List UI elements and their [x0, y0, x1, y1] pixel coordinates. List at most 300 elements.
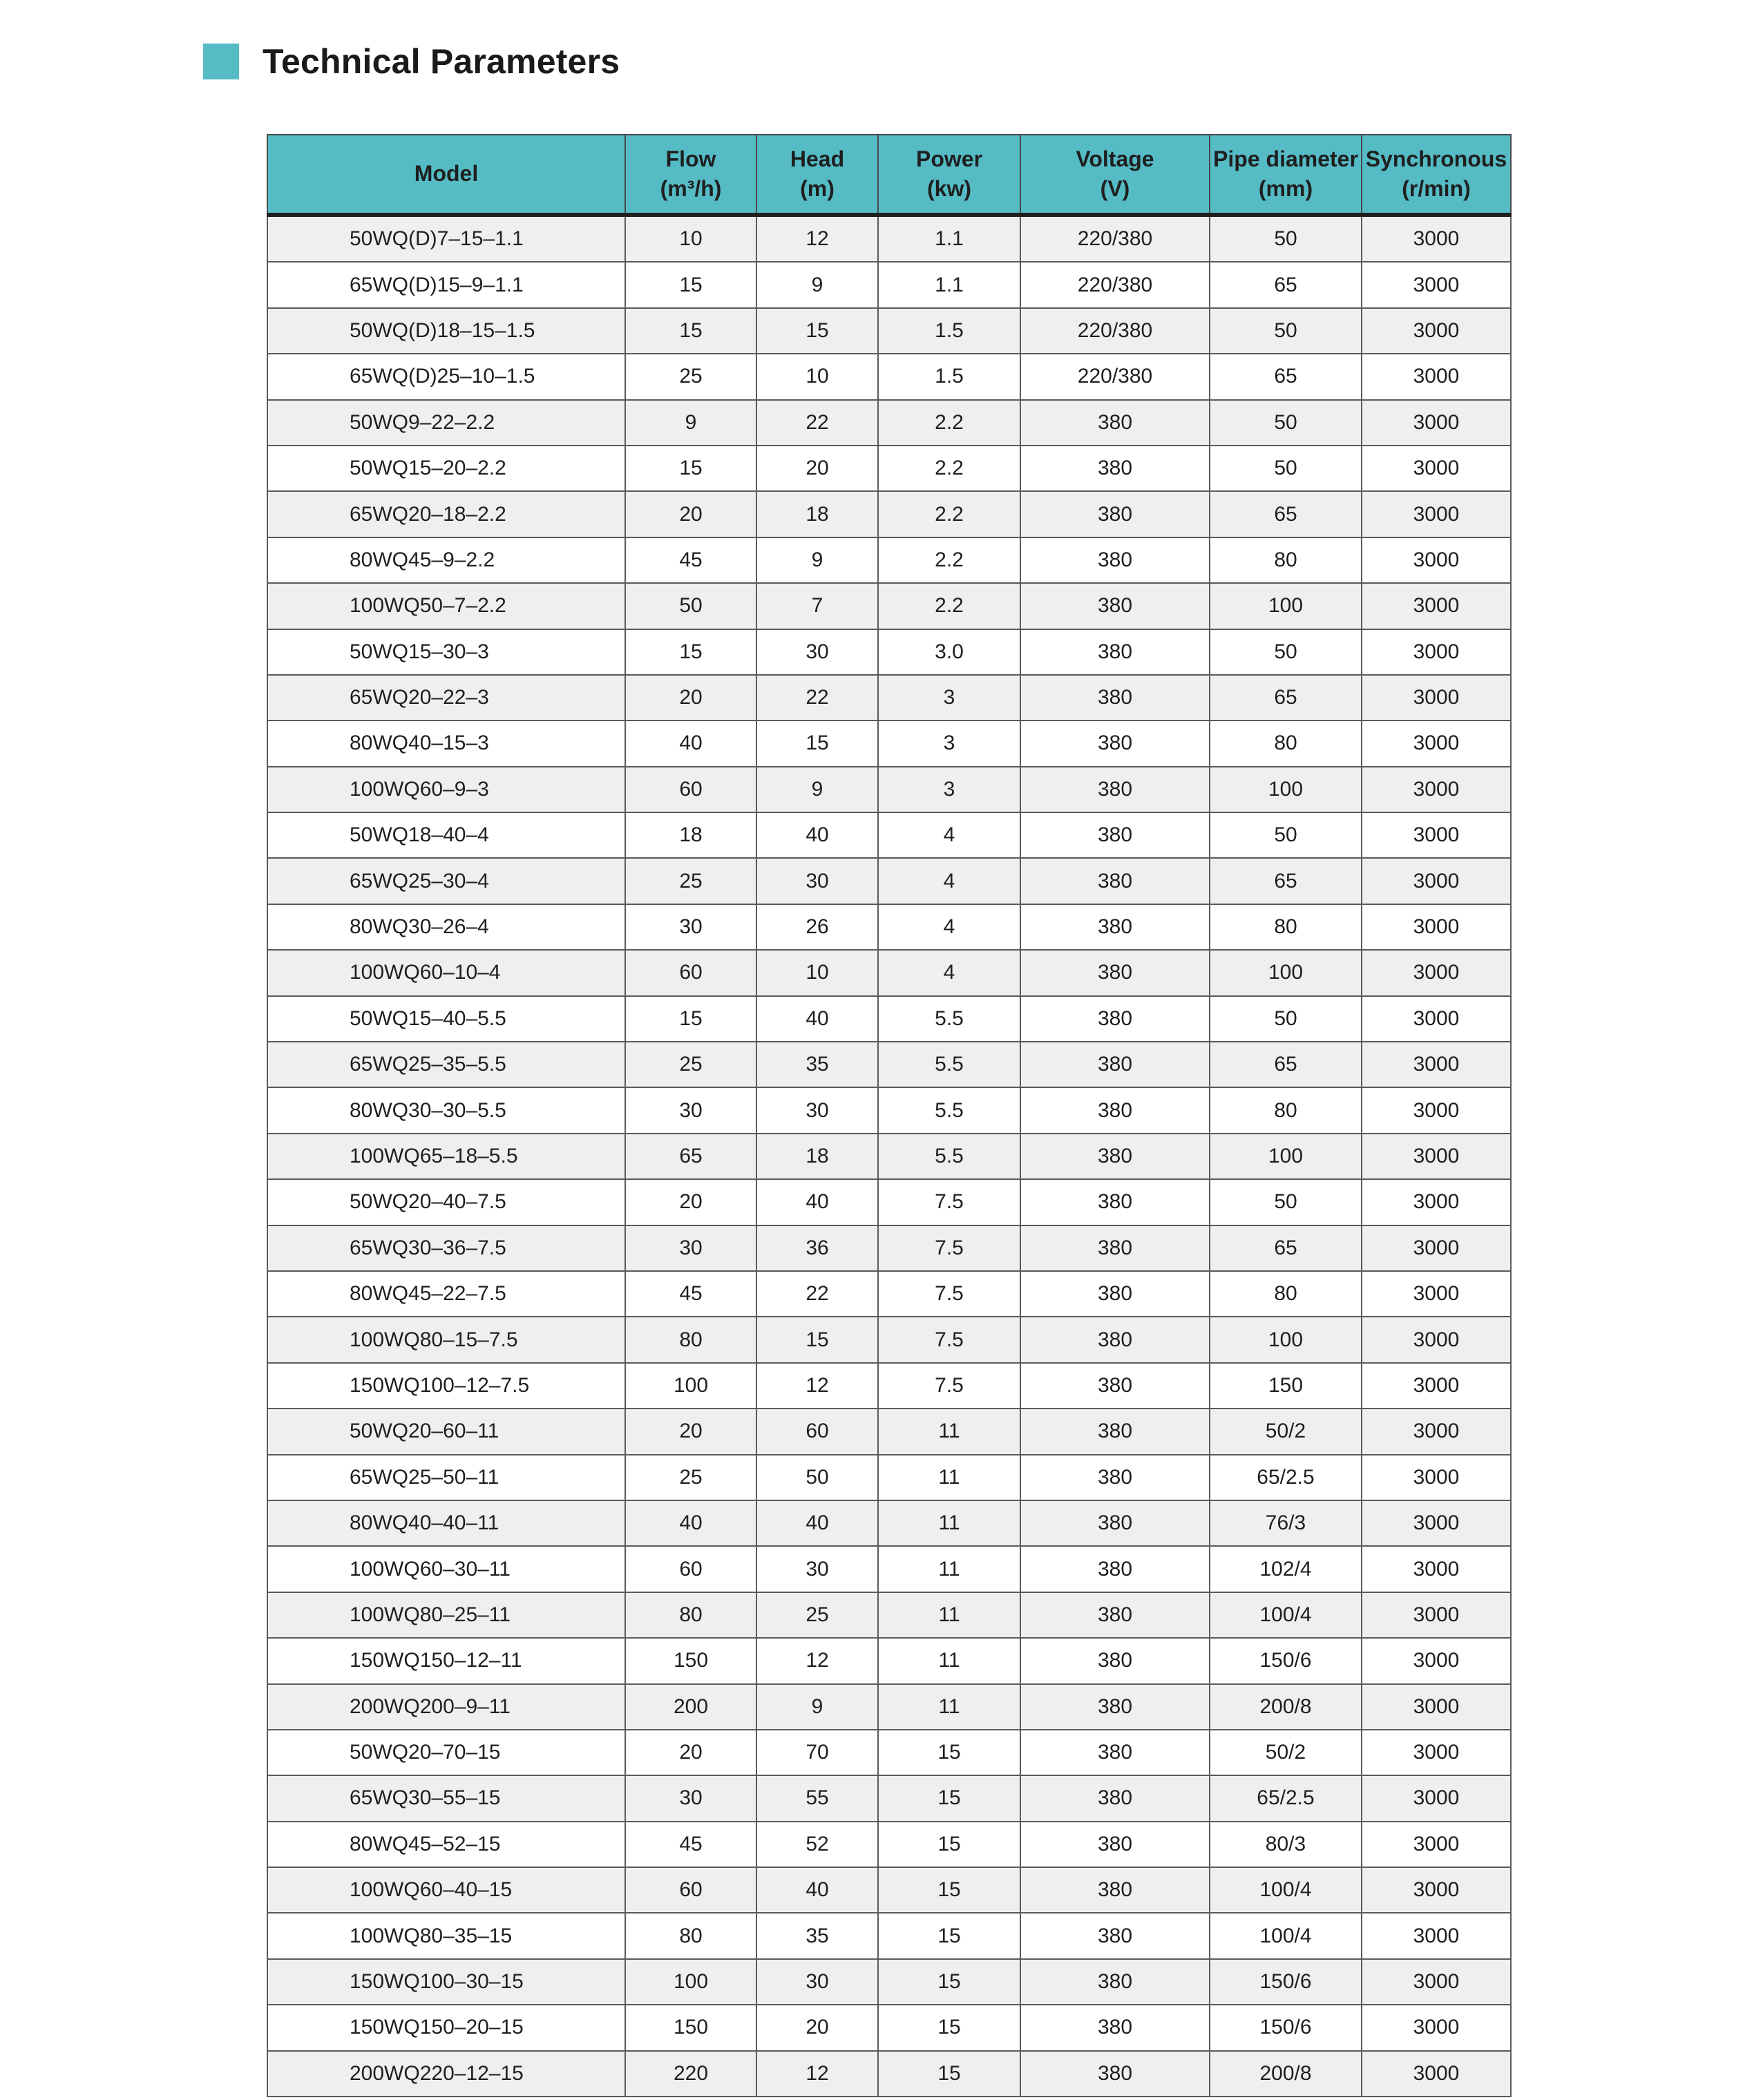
cell-voltage: 380: [1020, 858, 1210, 904]
cell-model: 50WQ(D)7–15–1.1: [267, 215, 625, 262]
cell-pipe-diameter: 65: [1210, 1042, 1362, 1087]
technical-parameters-table: [267, 134, 1512, 2097]
cell-synchronous: 3000: [1362, 308, 1511, 354]
cell-model: 200WQ200–9–11: [267, 1684, 625, 1730]
cell-head: 40: [756, 1867, 878, 1913]
cell-synchronous: 3000: [1362, 262, 1511, 307]
cell-model: 65WQ20–22–3: [267, 675, 625, 720]
cell-head: 36: [756, 1225, 878, 1271]
cell-model: 65WQ25–50–11: [267, 1455, 625, 1500]
cell-synchronous: 3000: [1362, 1409, 1511, 1454]
cell-pipe-diameter: 100: [1210, 1317, 1362, 1362]
cell-head: 10: [756, 950, 878, 995]
cell-synchronous: 3000: [1362, 1500, 1511, 1546]
table-header: [267, 135, 1511, 215]
cell-voltage: 220/380: [1020, 262, 1210, 307]
table-row: [267, 1867, 1511, 1913]
cell-model: 50WQ15–30–3: [267, 629, 625, 675]
cell-voltage: 380: [1020, 1179, 1210, 1225]
cell-synchronous: 3000: [1362, 1225, 1511, 1271]
cell-voltage: 380: [1020, 904, 1210, 950]
cell-power: 15: [878, 2005, 1020, 2050]
header-voltage: Voltage (V): [1020, 135, 1210, 215]
cell-voltage: 380: [1020, 950, 1210, 995]
cell-model: 100WQ60–10–4: [267, 950, 625, 995]
cell-synchronous: 3000: [1362, 1959, 1511, 2005]
cell-power: 11: [878, 1409, 1020, 1454]
header-head: Head (m): [756, 135, 878, 215]
cell-flow: 30: [625, 1225, 756, 1271]
cell-pipe-diameter: 50: [1210, 629, 1362, 675]
cell-voltage: 380: [1020, 2051, 1210, 2097]
cell-voltage: 380: [1020, 1730, 1210, 1775]
cell-pipe-diameter: 100/4: [1210, 1913, 1362, 1958]
cell-flow: 25: [625, 1042, 756, 1087]
cell-power: 5.5: [878, 996, 1020, 1042]
cell-flow: 200: [625, 1684, 756, 1730]
cell-synchronous: 3000: [1362, 1730, 1511, 1775]
cell-flow: 60: [625, 950, 756, 995]
table-row: [267, 262, 1511, 307]
cell-model: 50WQ20–60–11: [267, 1409, 625, 1454]
cell-power: 15: [878, 1867, 1020, 1913]
cell-head: 52: [756, 1822, 878, 1867]
cell-synchronous: 3000: [1362, 215, 1511, 262]
cell-synchronous: 3000: [1362, 491, 1511, 537]
cell-synchronous: 3000: [1362, 1271, 1511, 1317]
table-row: [267, 1134, 1511, 1179]
cell-pipe-diameter: 65: [1210, 354, 1362, 399]
cell-model: 100WQ80–25–11: [267, 1592, 625, 1638]
table-row: [267, 1638, 1511, 1683]
cell-power: 11: [878, 1638, 1020, 1683]
cell-model: 150WQ100–30–15: [267, 1959, 625, 2005]
cell-voltage: 380: [1020, 1363, 1210, 1409]
table-row: [267, 1822, 1511, 1867]
table-row: [267, 1042, 1511, 1087]
table-row: [267, 1271, 1511, 1317]
cell-flow: 20: [625, 491, 756, 537]
cell-model: 100WQ80–35–15: [267, 1913, 625, 1958]
cell-pipe-diameter: 50: [1210, 446, 1362, 491]
cell-power: 7.5: [878, 1317, 1020, 1362]
cell-model: 50WQ15–20–2.2: [267, 446, 625, 491]
cell-head: 20: [756, 446, 878, 491]
cell-flow: 60: [625, 1867, 756, 1913]
cell-model: 150WQ150–12–11: [267, 1638, 625, 1683]
cell-power: 15: [878, 1959, 1020, 2005]
cell-model: 50WQ9–22–2.2: [267, 400, 625, 446]
cell-synchronous: 3000: [1362, 354, 1511, 399]
cell-voltage: 380: [1020, 491, 1210, 537]
title-marker-square: [203, 44, 239, 79]
table-row: [267, 812, 1511, 858]
page-title: Technical Parameters: [263, 42, 620, 81]
cell-model: 100WQ80–15–7.5: [267, 1317, 625, 1362]
cell-pipe-diameter: 100: [1210, 950, 1362, 995]
cell-head: 50: [756, 1455, 878, 1500]
cell-head: 15: [756, 308, 878, 354]
cell-power: 5.5: [878, 1042, 1020, 1087]
cell-synchronous: 3000: [1362, 1913, 1511, 1958]
cell-head: 10: [756, 354, 878, 399]
cell-pipe-diameter: 200/8: [1210, 1684, 1362, 1730]
cell-flow: 20: [625, 675, 756, 720]
cell-power: 7.5: [878, 1225, 1020, 1271]
cell-model: 80WQ40–40–11: [267, 1500, 625, 1546]
cell-pipe-diameter: 80: [1210, 720, 1362, 766]
cell-power: 11: [878, 1592, 1020, 1638]
cell-synchronous: 3000: [1362, 720, 1511, 766]
cell-voltage: 220/380: [1020, 308, 1210, 354]
cell-power: 7.5: [878, 1363, 1020, 1409]
cell-model: 65WQ30–36–7.5: [267, 1225, 625, 1271]
table-row: [267, 1455, 1511, 1500]
cell-power: 7.5: [878, 1179, 1020, 1225]
table-row: [267, 583, 1511, 629]
table-row: [267, 491, 1511, 537]
cell-voltage: 380: [1020, 996, 1210, 1042]
cell-synchronous: 3000: [1362, 2051, 1511, 2097]
cell-synchronous: 3000: [1362, 1592, 1511, 1638]
table-body: [267, 215, 1511, 2097]
cell-power: 3: [878, 720, 1020, 766]
cell-voltage: 380: [1020, 675, 1210, 720]
cell-power: 2.2: [878, 400, 1020, 446]
cell-head: 70: [756, 1730, 878, 1775]
cell-power: 3.0: [878, 629, 1020, 675]
cell-voltage: 220/380: [1020, 354, 1210, 399]
cell-head: 60: [756, 1409, 878, 1454]
cell-head: 40: [756, 812, 878, 858]
cell-pipe-diameter: 65: [1210, 858, 1362, 904]
cell-voltage: 380: [1020, 1546, 1210, 1592]
header-row: [267, 135, 1511, 215]
cell-synchronous: 3000: [1362, 1546, 1511, 1592]
cell-pipe-diameter: 50/2: [1210, 1730, 1362, 1775]
cell-head: 22: [756, 1271, 878, 1317]
cell-flow: 45: [625, 1822, 756, 1867]
cell-flow: 15: [625, 629, 756, 675]
cell-power: 3: [878, 767, 1020, 812]
table-row: [267, 1179, 1511, 1225]
cell-model: 50WQ(D)18–15–1.5: [267, 308, 625, 354]
cell-model: 80WQ45–9–2.2: [267, 537, 625, 583]
cell-head: 15: [756, 1317, 878, 1362]
cell-pipe-diameter: 50: [1210, 1179, 1362, 1225]
cell-model: 100WQ65–18–5.5: [267, 1134, 625, 1179]
section-header: [203, 40, 620, 83]
cell-synchronous: 3000: [1362, 858, 1511, 904]
cell-pipe-diameter: 65: [1210, 262, 1362, 307]
cell-voltage: 380: [1020, 400, 1210, 446]
cell-head: 12: [756, 215, 878, 262]
cell-model: 65WQ25–35–5.5: [267, 1042, 625, 1087]
table-row: [267, 675, 1511, 720]
cell-synchronous: 3000: [1362, 767, 1511, 812]
cell-model: 100WQ60–9–3: [267, 767, 625, 812]
cell-synchronous: 3000: [1362, 1363, 1511, 1409]
cell-synchronous: 3000: [1362, 675, 1511, 720]
cell-voltage: 380: [1020, 1500, 1210, 1546]
cell-power: 15: [878, 1913, 1020, 1958]
cell-power: 4: [878, 950, 1020, 995]
cell-model: 65WQ20–18–2.2: [267, 491, 625, 537]
cell-synchronous: 3000: [1362, 1087, 1511, 1133]
cell-flow: 25: [625, 354, 756, 399]
table-row: [267, 2005, 1511, 2050]
cell-voltage: 380: [1020, 1684, 1210, 1730]
table-row: [267, 1775, 1511, 1821]
cell-flow: 15: [625, 262, 756, 307]
cell-flow: 80: [625, 1317, 756, 1362]
cell-head: 26: [756, 904, 878, 950]
cell-voltage: 380: [1020, 1959, 1210, 2005]
cell-voltage: 380: [1020, 1042, 1210, 1087]
table-row: [267, 904, 1511, 950]
table-row: [267, 858, 1511, 904]
cell-head: 35: [756, 1913, 878, 1958]
cell-pipe-diameter: 50: [1210, 996, 1362, 1042]
cell-synchronous: 3000: [1362, 1775, 1511, 1821]
cell-synchronous: 3000: [1362, 583, 1511, 629]
cell-power: 1.1: [878, 262, 1020, 307]
cell-model: 80WQ45–22–7.5: [267, 1271, 625, 1317]
header-synchronous: Synchronous (r/min): [1362, 135, 1511, 215]
cell-head: 40: [756, 996, 878, 1042]
cell-voltage: 380: [1020, 1271, 1210, 1317]
header-pipe-diameter: Pipe diameter (mm): [1210, 135, 1362, 215]
cell-voltage: 380: [1020, 1087, 1210, 1133]
cell-synchronous: 3000: [1362, 1317, 1511, 1362]
cell-flow: 15: [625, 996, 756, 1042]
cell-power: 15: [878, 2051, 1020, 2097]
table-row: [267, 1363, 1511, 1409]
cell-head: 22: [756, 400, 878, 446]
table-row: [267, 308, 1511, 354]
cell-flow: 150: [625, 2005, 756, 2050]
cell-voltage: 380: [1020, 2005, 1210, 2050]
cell-model: 100WQ60–40–15: [267, 1867, 625, 1913]
cell-flow: 30: [625, 1087, 756, 1133]
cell-power: 11: [878, 1684, 1020, 1730]
cell-head: 30: [756, 858, 878, 904]
cell-flow: 80: [625, 1592, 756, 1638]
cell-flow: 60: [625, 767, 756, 812]
cell-flow: 45: [625, 1271, 756, 1317]
table-row: [267, 215, 1511, 262]
table-row: [267, 400, 1511, 446]
header-power: Power (kw): [878, 135, 1020, 215]
cell-voltage: 380: [1020, 446, 1210, 491]
cell-head: 40: [756, 1500, 878, 1546]
cell-pipe-diameter: 200/8: [1210, 2051, 1362, 2097]
cell-head: 18: [756, 491, 878, 537]
cell-pipe-diameter: 100: [1210, 767, 1362, 812]
cell-pipe-diameter: 150: [1210, 1363, 1362, 1409]
table-row: [267, 1500, 1511, 1546]
table-row: [267, 1546, 1511, 1592]
cell-power: 2.2: [878, 446, 1020, 491]
cell-power: 1.1: [878, 215, 1020, 262]
cell-head: 12: [756, 1363, 878, 1409]
cell-head: 30: [756, 1546, 878, 1592]
cell-voltage: 380: [1020, 1592, 1210, 1638]
cell-model: 80WQ40–15–3: [267, 720, 625, 766]
cell-voltage: 380: [1020, 1317, 1210, 1362]
cell-model: 150WQ100–12–7.5: [267, 1363, 625, 1409]
cell-pipe-diameter: 100: [1210, 1134, 1362, 1179]
table-row: [267, 1317, 1511, 1362]
cell-pipe-diameter: 76/3: [1210, 1500, 1362, 1546]
cell-pipe-diameter: 150/6: [1210, 2005, 1362, 2050]
table-row: [267, 996, 1511, 1042]
cell-power: 15: [878, 1730, 1020, 1775]
cell-power: 4: [878, 904, 1020, 950]
cell-pipe-diameter: 65: [1210, 675, 1362, 720]
cell-model: 80WQ30–30–5.5: [267, 1087, 625, 1133]
cell-model: 80WQ45–52–15: [267, 1822, 625, 1867]
cell-model: 50WQ18–40–4: [267, 812, 625, 858]
cell-synchronous: 3000: [1362, 629, 1511, 675]
table-row: [267, 537, 1511, 583]
cell-power: 5.5: [878, 1134, 1020, 1179]
table-row: [267, 1913, 1511, 1958]
cell-head: 55: [756, 1775, 878, 1821]
cell-voltage: 380: [1020, 767, 1210, 812]
table-row: [267, 1684, 1511, 1730]
cell-flow: 25: [625, 858, 756, 904]
cell-flow: 10: [625, 215, 756, 262]
cell-voltage: 380: [1020, 1638, 1210, 1683]
cell-head: 30: [756, 1959, 878, 2005]
cell-power: 2.2: [878, 537, 1020, 583]
cell-flow: 25: [625, 1455, 756, 1500]
cell-flow: 45: [625, 537, 756, 583]
cell-synchronous: 3000: [1362, 812, 1511, 858]
table-row: [267, 767, 1511, 812]
cell-model: 80WQ30–26–4: [267, 904, 625, 950]
cell-synchronous: 3000: [1362, 446, 1511, 491]
cell-flow: 20: [625, 1730, 756, 1775]
cell-synchronous: 3000: [1362, 996, 1511, 1042]
cell-head: 9: [756, 1684, 878, 1730]
cell-voltage: 380: [1020, 537, 1210, 583]
cell-power: 11: [878, 1546, 1020, 1592]
cell-synchronous: 3000: [1362, 904, 1511, 950]
cell-model: 65WQ(D)25–10–1.5: [267, 354, 625, 399]
table-row: [267, 1959, 1511, 2005]
cell-pipe-diameter: 80: [1210, 904, 1362, 950]
cell-pipe-diameter: 80: [1210, 537, 1362, 583]
cell-voltage: 380: [1020, 1867, 1210, 1913]
cell-voltage: 220/380: [1020, 215, 1210, 262]
cell-flow: 20: [625, 1409, 756, 1454]
cell-head: 9: [756, 537, 878, 583]
cell-flow: 50: [625, 583, 756, 629]
cell-model: 50WQ20–70–15: [267, 1730, 625, 1775]
cell-head: 35: [756, 1042, 878, 1087]
cell-voltage: 380: [1020, 629, 1210, 675]
cell-flow: 100: [625, 1363, 756, 1409]
cell-head: 12: [756, 1638, 878, 1683]
cell-synchronous: 3000: [1362, 1179, 1511, 1225]
cell-head: 9: [756, 262, 878, 307]
cell-power: 7.5: [878, 1271, 1020, 1317]
cell-voltage: 380: [1020, 1455, 1210, 1500]
cell-head: 40: [756, 1179, 878, 1225]
cell-synchronous: 3000: [1362, 1638, 1511, 1683]
cell-head: 7: [756, 583, 878, 629]
cell-model: 50WQ20–40–7.5: [267, 1179, 625, 1225]
table-row: [267, 720, 1511, 766]
cell-model: 100WQ60–30–11: [267, 1546, 625, 1592]
cell-pipe-diameter: 50: [1210, 400, 1362, 446]
table-row: [267, 354, 1511, 399]
header-model: Model: [267, 135, 625, 215]
cell-head: 18: [756, 1134, 878, 1179]
cell-voltage: 380: [1020, 1913, 1210, 1958]
table-row: [267, 1592, 1511, 1638]
cell-pipe-diameter: 50: [1210, 812, 1362, 858]
cell-flow: 80: [625, 1913, 756, 1958]
cell-power: 11: [878, 1500, 1020, 1546]
cell-model: 65WQ30–55–15: [267, 1775, 625, 1821]
cell-model: 50WQ15–40–5.5: [267, 996, 625, 1042]
cell-pipe-diameter: 80/3: [1210, 1822, 1362, 1867]
cell-flow: 60: [625, 1546, 756, 1592]
cell-power: 15: [878, 1822, 1020, 1867]
cell-synchronous: 3000: [1362, 2005, 1511, 2050]
cell-power: 11: [878, 1455, 1020, 1500]
cell-pipe-diameter: 102/4: [1210, 1546, 1362, 1592]
cell-synchronous: 3000: [1362, 1684, 1511, 1730]
cell-pipe-diameter: 65/2.5: [1210, 1455, 1362, 1500]
cell-voltage: 380: [1020, 583, 1210, 629]
cell-flow: 20: [625, 1179, 756, 1225]
cell-head: 30: [756, 1087, 878, 1133]
cell-voltage: 380: [1020, 1775, 1210, 1821]
table-row: [267, 1409, 1511, 1454]
cell-model: 100WQ50–7–2.2: [267, 583, 625, 629]
cell-power: 3: [878, 675, 1020, 720]
cell-model: 200WQ220–12–15: [267, 2051, 625, 2097]
cell-synchronous: 3000: [1362, 1867, 1511, 1913]
cell-pipe-diameter: 65: [1210, 1225, 1362, 1271]
table-row: [267, 1225, 1511, 1271]
table-row: [267, 2051, 1511, 2097]
table-row: [267, 446, 1511, 491]
cell-synchronous: 3000: [1362, 1134, 1511, 1179]
cell-power: 1.5: [878, 308, 1020, 354]
cell-flow: 220: [625, 2051, 756, 2097]
cell-model: 150WQ150–20–15: [267, 2005, 625, 2050]
cell-flow: 30: [625, 904, 756, 950]
cell-pipe-diameter: 150/6: [1210, 1638, 1362, 1683]
cell-synchronous: 3000: [1362, 1455, 1511, 1500]
cell-model: 65WQ(D)15–9–1.1: [267, 262, 625, 307]
cell-pipe-diameter: 65: [1210, 491, 1362, 537]
cell-voltage: 380: [1020, 1409, 1210, 1454]
cell-pipe-diameter: 150/6: [1210, 1959, 1362, 2005]
cell-model: 65WQ25–30–4: [267, 858, 625, 904]
table-row: [267, 950, 1511, 995]
cell-power: 15: [878, 1775, 1020, 1821]
cell-pipe-diameter: 50/2: [1210, 1409, 1362, 1454]
cell-voltage: 380: [1020, 1134, 1210, 1179]
cell-power: 4: [878, 812, 1020, 858]
cell-head: 22: [756, 675, 878, 720]
